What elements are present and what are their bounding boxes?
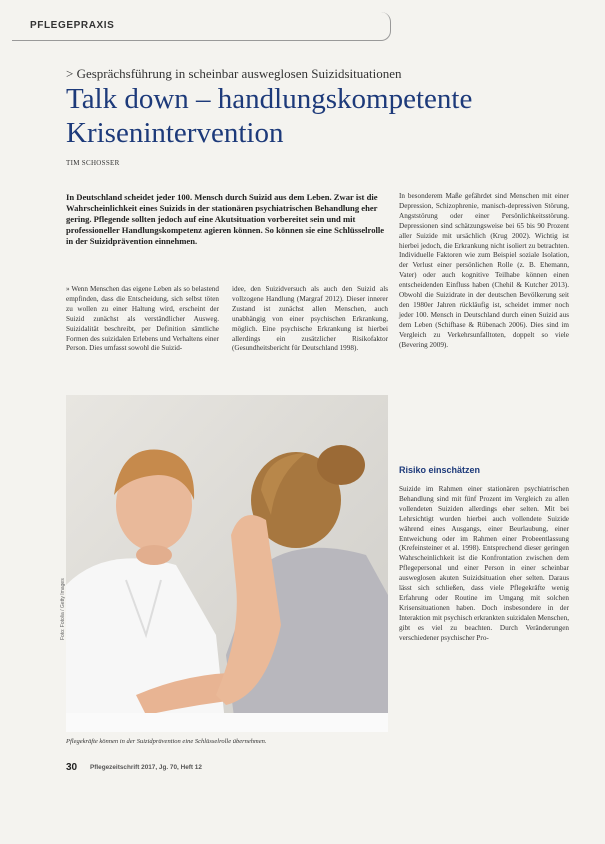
page-number: 30 xyxy=(66,762,78,773)
body-column-1: » Wenn Menschen das eigene Leben als so belastend empfinden, dass die Entscheidung, sich selbst töten zu wollen zu einer Haltung wird, erscheint der Suizid zunächst als verständlicher Ausweg. Suizidalität beschreibt, per Definition sämtliche Formen des suizidalen Erlebens und Verhaltens einer Person. Dies umfasst sowohl die Suizid- xyxy=(66,285,219,353)
section-label: PFLEGEPRAXIS xyxy=(30,20,115,31)
article-lead: In Deutschland scheidet jeder 100. Mensch durch Suizid aus dem Leben. Zwar ist die Wahrscheinlichkeit eines Suizids in der stationären psychiatrischen Behandlung eher gering. Pflegende sollten jedoch auf eine Akutsituation vorbereitet sein und mit professioneller Handlungskompetenz agieren können. So können sie eine Schlüsselrolle in der Suizidprävention einnehmen. xyxy=(66,192,385,246)
journal-reference: Pflegezeitschrift 2017, Jg. 70, Heft 12 xyxy=(90,764,202,771)
article-title: Talk down – handlungskompetente Krisenintervention xyxy=(66,83,473,149)
photo-caption: Pflegekräfte können in der Suizidprävention eine Schlüsselrolle übernehmen. xyxy=(66,738,267,745)
article-author: TIM SCHOSSER xyxy=(66,159,120,167)
body-column-3-continued: Suizide im Rahmen einer stationären psychiatrischen Behandlung sind mit fünf Prozent im Vergleich zu allen vollendeten Suiziden allerdings eher selten. Mit bei Lehrsichtigt wurden hierbei auch vollendete Suizide während eines Ausgangs, einer Beurlaubung, einer Entweichung oder im Rahmen einer Probeentlassung (Krefeinsteiner et al. 1998). Entsprechend dieser geringen Wahrscheinlichkeit ist die Konfrontation zwischen dem Pflegepersonal und einer Person in einer scheinbar ausweglosen akuten Suizidsituation eher selten. Daraus lässt sich schließen, dass viele Pflegekräfte wenig Erfahrung oder Routine im Umgang mit solchen Krisensituationen haben. Doch insbesondere in der Interaktion mit psychisch erkrankten suizidalen Menschen, gibt es viel zu beachten. Durch Veränderungen verschiedener psychischer Pro- xyxy=(399,485,569,642)
body-column-3: In besonderem Maße gefährdet sind Menschen mit einer Depression, Schizophrenie, manisch-depressiven Störung, Angststörung oder einer Persönlichkeitsstörung. Depressionen sind schätzungsweise bei 65 bis 90 Prozent aller Suizide mit ursächlich (Krug 2002). Wichtig ist hierbei jedoch, die Erkrankung nicht isoliert zu betrachten. Individuelle Faktoren wie zum Beispiel soziale Isolation, der Verlust einer persönlichen Rolle (z. B. Ehemann, Vater) oder auch kognitive Teilhabe können einen entscheidenden Einfluss haben (Chehil & Kutcher 2013). Obwohl die Suizidrate in der deutschen Bevölkerung seit den 1980er Jahren rückläufig ist, scheidet immer noch jeder 100. Mensch in Deutschland durch einen Suizid aus dem Leben (Schifhase & Rübenach 2006). Dies sind im Vergleich zu Verkehrsunfalltoten, doppelt so viele (Bevering 2009). xyxy=(399,192,569,349)
article-kicker: > Gesprächsführung in scheinbar ausweglosen Suizidsituationen xyxy=(66,66,402,81)
article-photo xyxy=(66,395,388,732)
body-column-2: idee, den Suizidversuch als auch den Suizid als vollzogene Handlung (Margraf 2012). Dieser innerer Zustand ist zunächst allen Menschen, auch unabhängig von einer psychischen Erkrankung, möglich. Eine psychische Erkrankung ist hierbei allerdings ein zusätzlicher Risikofaktor (Gesundheitsbericht für Deutschland 1998). xyxy=(232,285,388,353)
photo-credit: Foto: Fotolia / Getty Images xyxy=(60,578,66,640)
section-heading: Risiko einschätzen xyxy=(399,465,481,475)
photo-illustration xyxy=(66,395,388,732)
